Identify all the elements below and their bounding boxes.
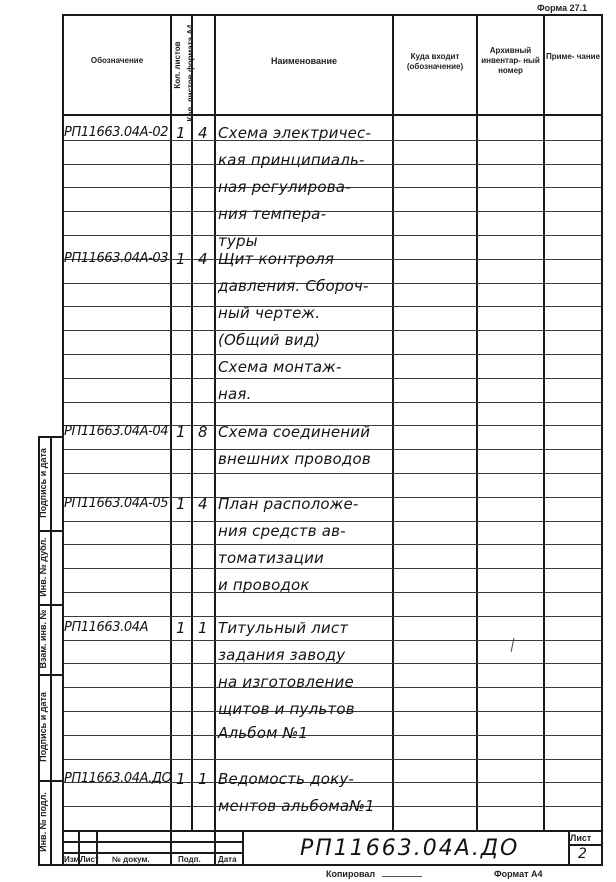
- row-name-line: задания заводу: [218, 646, 346, 664]
- row-a4: 4: [198, 250, 208, 268]
- row-sheets: 1: [176, 619, 186, 637]
- stamp-col: [242, 830, 244, 866]
- row-name-line: Альбом №1: [218, 724, 309, 742]
- row-name-line: щитов и пультов: [218, 700, 355, 718]
- row-rule: [64, 640, 601, 641]
- row-name-line: на изготовление: [218, 673, 354, 691]
- row-name-line: ния средств ав-: [218, 522, 346, 540]
- header-archive-number: Архивный инвентар- ный номер: [481, 46, 540, 75]
- row-rule: [64, 235, 601, 236]
- row-name-line: Схема соединений: [218, 423, 371, 441]
- frame-left: [62, 14, 64, 866]
- form-label: Форма 27.1: [537, 3, 588, 13]
- row-sheets: 1: [176, 250, 186, 268]
- footer-copied: Копировал: [326, 869, 376, 879]
- row-code: РП11663.04А-05: [64, 496, 169, 511]
- row-name-line: Ведомость доку-: [218, 770, 355, 788]
- frame-top: [62, 14, 603, 16]
- header-sheets-count: Кол. листов: [173, 41, 182, 89]
- row-rule: [64, 592, 601, 593]
- row-rule: [64, 759, 601, 760]
- row-sheets: 1: [176, 495, 186, 513]
- col-sep-5: [476, 14, 478, 830]
- row-name-line: Схема электричес-: [218, 124, 372, 142]
- stamp-doc-no: № докум.: [112, 855, 150, 864]
- margin-vzam-inv: Взам. инв. №: [38, 609, 48, 669]
- margin-sep: [38, 780, 62, 782]
- row-name-line: внешних проводов: [218, 450, 371, 468]
- row-name-line: и проводок: [218, 576, 310, 594]
- stamp-data: Дата: [218, 855, 237, 864]
- row-rule: [64, 735, 601, 736]
- row-code: РП11663.04А-02: [64, 125, 169, 140]
- stamp-doc-code: РП11663.04А.ДО: [300, 836, 520, 861]
- row-rule: [64, 616, 601, 617]
- row-rule: [64, 354, 601, 355]
- row-name-line: ментов альбома№1: [218, 797, 375, 815]
- header-notes: Приме- чание: [545, 52, 601, 61]
- row-a4: 1: [198, 770, 208, 788]
- stamp-list: Лист: [80, 855, 99, 864]
- row-name-line: План расположе-: [218, 495, 359, 513]
- row-rule: [64, 473, 601, 474]
- row-rule: [64, 211, 601, 212]
- header-sheets-a4: Кол. листов формата А4: [186, 24, 195, 122]
- row-rule: [64, 544, 601, 545]
- row-name-line: ная.: [218, 385, 252, 403]
- row-name-line: Схема монтаж-: [218, 358, 342, 376]
- row-rule: [64, 330, 601, 331]
- row-a4: 4: [198, 124, 208, 142]
- row-a4: 8: [198, 423, 208, 441]
- row-code: РП11663.04А: [64, 620, 149, 635]
- row-name-line: Щит контроля: [218, 250, 335, 268]
- frame-bottom: [38, 864, 603, 866]
- row-sheets: 1: [176, 770, 186, 788]
- row-name-line: ная регулирова-: [218, 178, 351, 196]
- frame-right: [601, 14, 603, 866]
- stamp-sheet-number: 2: [578, 846, 587, 862]
- row-rule: [64, 402, 601, 403]
- margin-sign-date-bottom: Подпись и дата: [38, 692, 48, 762]
- header-where-used: Куда входит (обозначение): [406, 52, 464, 71]
- row-rule: [64, 378, 601, 379]
- col-sep-1: [170, 14, 172, 830]
- row-name-line: туры: [218, 232, 258, 250]
- footer-format: Формат А4: [494, 869, 543, 879]
- header-rule: [62, 114, 603, 116]
- col-sep-6: [543, 14, 545, 830]
- header-designation: Обозначение: [90, 56, 144, 65]
- stamp-col: [214, 830, 216, 866]
- row-sheets: 1: [176, 124, 186, 142]
- row-name-line: давления. Сбороч-: [218, 277, 369, 295]
- col-sep-2: [191, 14, 193, 830]
- footer-copied-line: [382, 876, 422, 877]
- row-name-line: ный чертеж.: [218, 304, 321, 322]
- header-name: Наименование: [270, 56, 338, 66]
- stamp-izm: Изм.: [64, 855, 82, 864]
- margin-sign-date-top: Подпись и дата: [38, 448, 48, 518]
- stamp-podp: Подп.: [178, 855, 201, 864]
- margin-inv-dubl: Инв. № дубл.: [38, 537, 48, 597]
- row-a4: 4: [198, 495, 208, 513]
- row-name-line: (Общий вид): [218, 331, 321, 349]
- row-rule: [64, 568, 601, 569]
- stamp-top-rule: [62, 830, 603, 832]
- col-sep-3: [214, 14, 216, 830]
- row-code: РП11663.04А-04: [64, 424, 169, 439]
- row-code: РП11663.04А-03: [64, 251, 169, 266]
- row-rule: [64, 306, 601, 307]
- row-sheets: 1: [176, 423, 186, 441]
- stamp-col: [170, 830, 172, 866]
- row-name-line: кая принципиаль-: [218, 151, 365, 169]
- margin-mid-rule: [50, 436, 52, 866]
- row-a4: 1: [198, 619, 208, 637]
- row-name-line: Титульный лист: [218, 619, 349, 637]
- row-name-line: томатизации: [218, 549, 324, 567]
- col-sep-4: [392, 14, 394, 830]
- margin-inv-podl: Инв. № подл.: [38, 792, 48, 852]
- stamp-sheet-label: Лист: [570, 833, 592, 843]
- row-name-line: ния темпера-: [218, 205, 327, 223]
- row-code: РП11663.04А.ДО: [64, 771, 172, 786]
